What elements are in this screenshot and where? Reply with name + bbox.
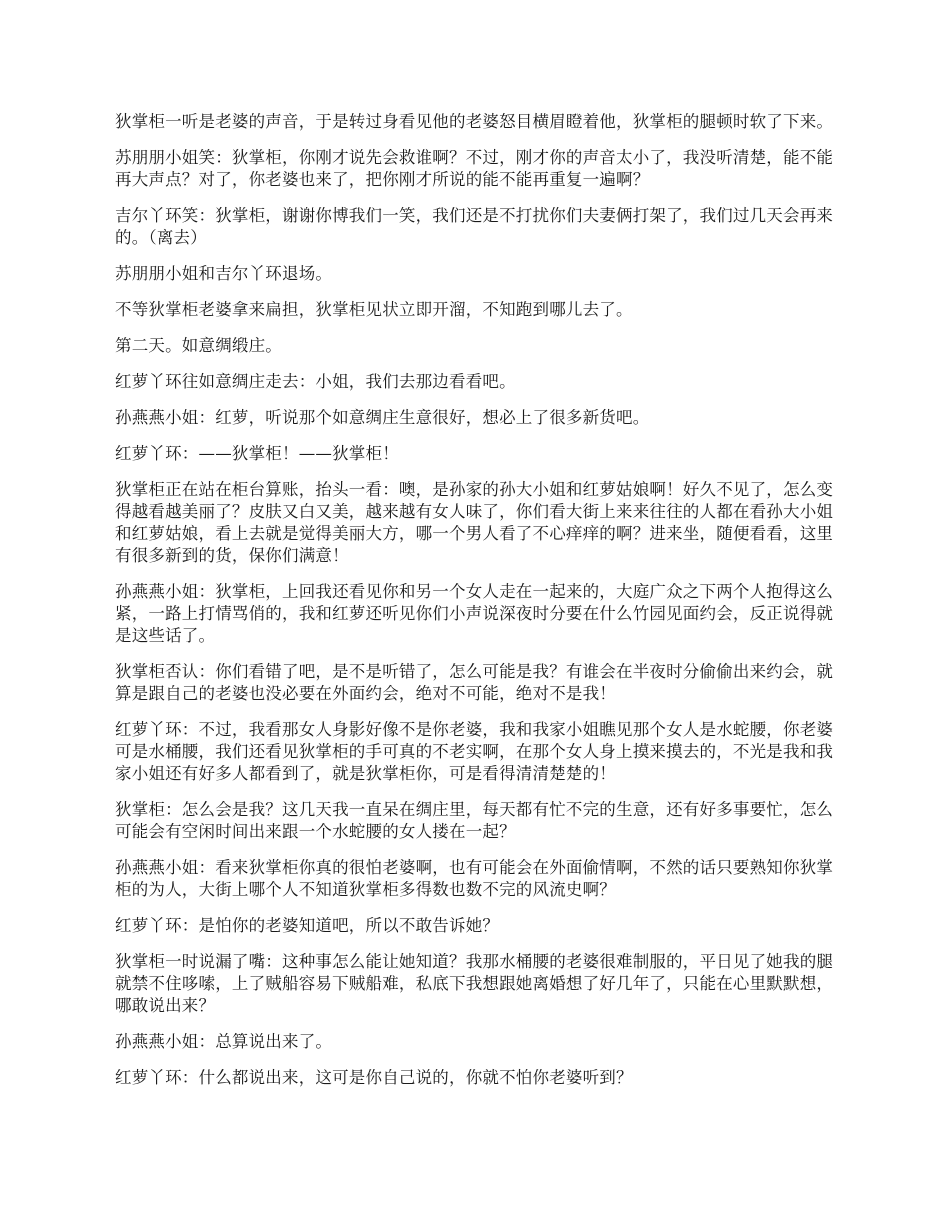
paragraph: 孙燕燕小姐：看来狄掌柜你真的很怕老婆啊，也有可能会在外面偷情啊，不然的话只要熟知你狄掌柜的为人，大街上哪个人不知道狄掌柜多得数也数不完的风流史啊？	[115, 858, 834, 899]
document-page	[115, 111, 840, 1103]
paragraph: 苏朋朋小姐笑：狄掌柜，你刚才说先会救谁啊？不过，刚才你的声音太小了，我没听清楚，能不能再大声点？对了，你老婆也来了，把你刚才所说的能不能再重复一遍啊？	[115, 148, 834, 189]
paragraph: 孙燕燕小姐：总算说出来了。	[115, 1032, 333, 1051]
paragraph: 红萝丫环往如意绸庄走去：小姐，我们去那边看看吧。	[115, 372, 516, 391]
paragraph: 红萝丫环：——狄掌柜！——狄掌柜！	[115, 444, 399, 463]
paragraph: 孙燕燕小姐：红萝，听说那个如意绸庄生意很好，想必上了很多新货吧。	[115, 408, 650, 427]
paragraph: 狄掌柜一听是老婆的声音，于是转过身看见他的老婆怒目横眉瞪着他，狄掌柜的腿顿时软了下来。	[115, 112, 834, 131]
paragraph: 第二天。如意绸缎庄。	[115, 336, 282, 355]
paragraph: 吉尔丫环笑：狄掌柜，谢谢你博我们一笑，我们还是不打扰你们夫妻俩打架了，我们过几天会再来的。（离去）	[115, 206, 834, 247]
paragraph: 苏朋朋小姐和吉尔丫环退场。	[115, 264, 333, 283]
paragraph: 红萝丫环：是怕你的老婆知道吧，所以不敢告诉她？	[115, 916, 500, 935]
paragraph: 孙燕燕小姐：狄掌柜，上回我还看见你和另一个女人走在一起来的，大庭广众之下两个人抱得这么紧，一路上打情骂俏的，我和红萝还听见你们小声说深夜时分要在什么竹园见面约会，反正说得就是这些话了。	[115, 582, 834, 645]
paragraph: 狄掌柜否认：你们看错了吧，是不是听错了，怎么可能是我？有谁会在半夜时分偷偷出来约会，就算是跟自己的老婆也没必要在外面约会，绝对不可能，绝对不是我！	[115, 662, 834, 703]
paragraph: 红萝丫环：什么都说出来，这可是你自己说的，你就不怕你老婆听到？	[115, 1068, 633, 1087]
paragraph: 狄掌柜正在站在柜台算账，抬头一看：噢，是孙家的孙大小姐和红萝姑娘啊！好久不见了，怎么变得越看越美丽了？皮肤又白又美，越来越有女人味了，你们看大街上来来往往的人都在看孙大小姐和红萝姑娘，看上去就是觉得美丽大方，哪一个男人看了不心痒痒的啊？进来坐，随便看看，这里有很多新到的货，保你们满意！	[115, 480, 834, 565]
paragraph: 红萝丫环：不过，我看那女人身影好像不是你老婆，我和我家小姐瞧见那个女人是水蛇腰，你老婆可是水桶腰，我们还看见狄掌柜的手可真的不老实啊，在那个女人身上摸来摸去的，不光是我和我家小姐还有好多人都看到了，就是狄掌柜你，可是看得清清楚楚的！	[115, 720, 834, 783]
paragraph: 狄掌柜：怎么会是我？这几天我一直呆在绸庄里，每天都有忙不完的生意，还有好多事要忙，怎么可能会有空闲时间出来跟一个水蛇腰的女人搂在一起？	[115, 800, 834, 841]
paragraph: 不等狄掌柜老婆拿来扁担，狄掌柜见状立即开溜，不知跑到哪儿去了。	[115, 300, 633, 319]
paragraph: 狄掌柜一时说漏了嘴：这种事怎么能让她知道？我那水桶腰的老婆很难制服的，平日见了她我的腿就禁不住哆嗦，上了贼船容易下贼船难，私底下我想跟她离婚想了好几年了，只能在心里默默想，哪敢说出来？	[115, 952, 834, 1015]
